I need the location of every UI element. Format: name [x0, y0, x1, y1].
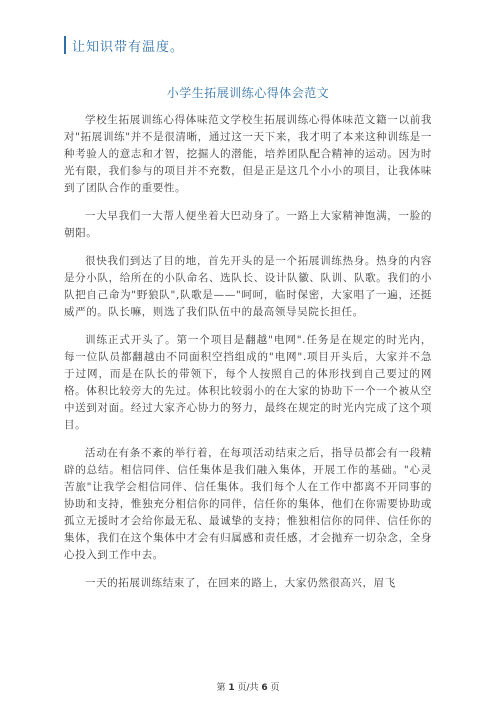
footer-middle: 页/共 [237, 683, 259, 693]
footer-total-pages: 6 [261, 683, 268, 693]
paragraph-1: 学校生拓展训练心得体味范文学校生拓展训练心得体味范文籍一以前我对"拓展训练"并不是很清晰，通过这一天下来，我才明了本来这种训练是一种考验人的意志和才智，挖掘人的潜能，培养团队配合精神的运动。因为时光有限，我们参与的项目并不充数，但是正是这几个小小的项目，让我体味到了团队合作的重要性。 [64, 114, 432, 194]
paragraph-3: 很快我们到达了目的地，首先开头的是一个拓展训练热身。热身的内容是分小队，给所在的小队命名、选队长、设计队徽、队训、队歌。我们的小队把自己命为"野狼队",队歌是——"呵呵，临时保密，大家唱了一遍，还挺威严的。队长嘛，则选了我们队伍中的最高领导吴院长担任。 [64, 255, 432, 318]
document-title: 小学生拓展训练心得体会范文 [166, 86, 330, 100]
footer-page-number: 1 [228, 683, 235, 693]
paragraph-6: 一天的拓展训练结束了，在回来的路上，大家仍然很高兴，眉飞 [85, 577, 396, 589]
footer-suffix: 页 [270, 683, 280, 693]
page-footer [0, 680, 496, 693]
paragraph-2: 一大早我们一大帮人便坐着大巴动身了。一路上大家精神饱满，一脸的朝阳。 [64, 210, 432, 239]
header-slogan: 让知识带有温度。 [72, 39, 185, 55]
paragraph-4: 训练正式开头了。第一个项目是翻越"电网".任务是在规定的时光内，每一位队员都翻越由不同面积空挡组成的"电网".项目开头后，大家并不急于过网，而是在队长的带领下，每个人按照自己的体形找到自己要过的网格。体积比较旁大的先过。体积比较弱小的在大家的协助下一个一个被从空中送到对面。经过大家齐心协力的努力，最终在规定的时光内完成了这个项目。 [64, 334, 432, 431]
header-slogan-bar [64, 36, 184, 54]
footer-prefix: 第 [216, 683, 226, 693]
document-body [64, 112, 432, 603]
paragraph-5: 活动在有条不紊的举行着，在每项活动结束之后，指导员都会有一段精辟的总结。相信同伴、信任集体是我们融入集体，开展工作的基础。"心灵苦旅"让我学会相信同伴、信任集体。我们每个人在工作中都离不开同事的协助和支持，惟独充分相信你的同伴，信任你的集体，他们在你需要协助或孤立无援时才会给你最无私、最诚挚的支持；惟独相信你的同伴、信任你的集体，我们在这个集体中才会有归属感和责任感，才会抛弃一切杂念，全身心投入到工作中去。 [64, 447, 432, 561]
